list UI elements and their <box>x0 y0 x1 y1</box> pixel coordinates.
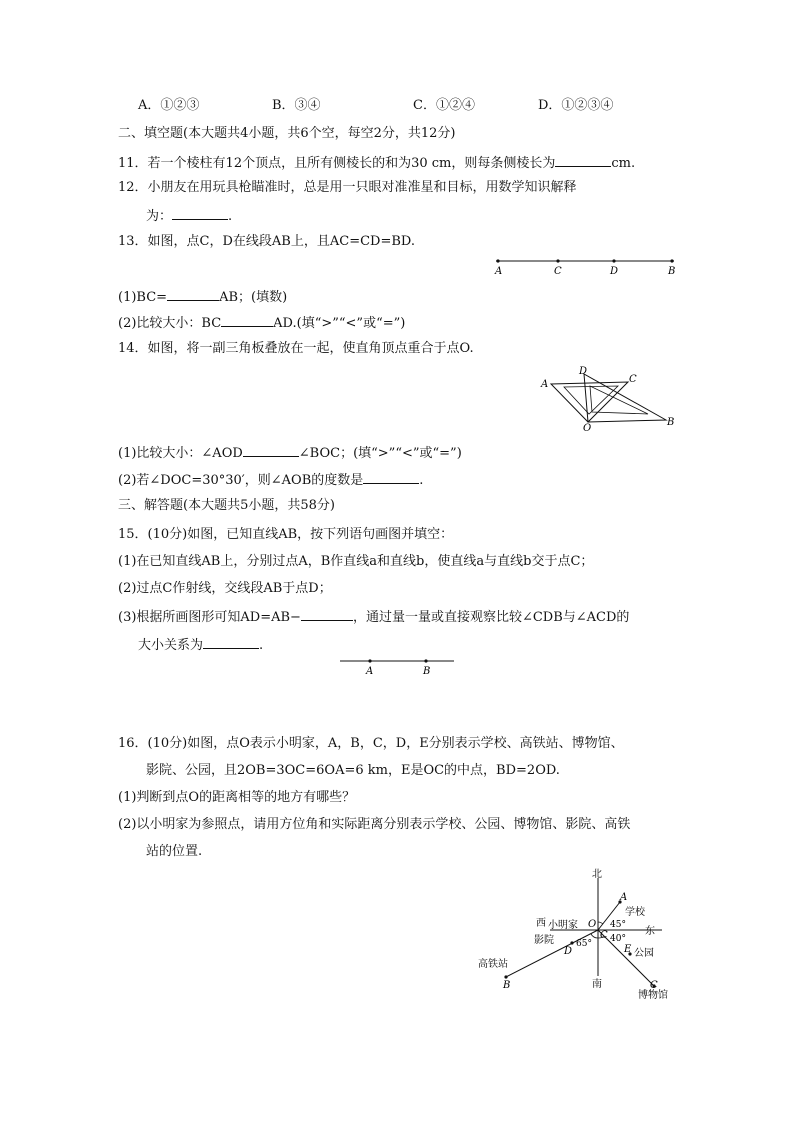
choice-d: D．①②③④ <box>538 98 614 113</box>
q13-point-d <box>612 259 615 262</box>
q15-p3-l2-post: . <box>259 638 264 653</box>
q14-label-o: O <box>583 423 592 434</box>
q14-label-a: A <box>541 379 549 390</box>
q13-p1-pre: (1)BC= <box>118 290 168 305</box>
question-14-part1 <box>118 444 462 462</box>
q14-p1-pre: (1)比较大小：∠AOD <box>118 446 243 461</box>
q12-blank[interactable] <box>172 207 228 220</box>
label-cinema: 影院 <box>534 935 554 946</box>
q13-p1-blank[interactable] <box>167 288 219 301</box>
q13-p2-pre: (2)比较大小：BC <box>118 316 222 331</box>
question-13-part2 <box>118 314 405 332</box>
label-d: D <box>564 946 573 957</box>
question-13-part1 <box>118 288 287 306</box>
choice-a: A．①②③ <box>138 98 200 113</box>
question-15-part2: (2)过点C作射线，交线段AB于点D； <box>118 581 332 596</box>
choice-b: B．③④ <box>272 98 321 113</box>
q11-unit: cm. <box>611 156 636 171</box>
q13-label-b: B <box>668 266 676 276</box>
q14-label-b: B <box>667 417 675 428</box>
label-a: A <box>620 892 628 903</box>
question-14: 14．如图，将一副三角板叠放在一起，使直角顶点重合于点O. <box>118 341 474 356</box>
question-15-part3 <box>118 608 629 626</box>
q15-point-a <box>368 659 371 662</box>
question-12-line1: 12．小朋友在用玩具枪瞄准时，总是用一只眼对准准星和目标，用数学知识解释 <box>118 180 577 195</box>
q16-map-figure <box>470 864 710 1002</box>
q11-text: 11．若一个棱柱有12个顶点，且所有侧棱长的和为30 cm，则每条侧棱长为 <box>118 156 556 171</box>
label-b: B <box>503 980 511 991</box>
question-16-line2: 影院、公园，且2OB=3OC=6OA=6 km，E是OC的中点，BD=2OD. <box>146 763 560 778</box>
q15-p3-pre: (3)根据所画图形可知AD=AB− <box>118 610 301 625</box>
label-o: O <box>588 919 597 930</box>
q13-p2-blank[interactable] <box>221 314 273 327</box>
q13-label-d: D <box>610 266 619 276</box>
q13-point-b <box>670 259 673 262</box>
q14-label-d: D <box>579 366 588 377</box>
question-15-part1: (1)在已知直线AB上，分别过点A，B作直线a和直线b，使直线a与直线b交于点C； <box>118 554 594 569</box>
label-west: 西 <box>536 918 546 929</box>
question-16-line1: 16．(10分)如图，点O表示小明家，A，B，C，D，E分别表示学校、高铁站、博物馆、 <box>118 736 624 751</box>
q14-p2-blank[interactable] <box>363 471 419 484</box>
label-e: E <box>624 944 632 955</box>
label-c: C <box>600 930 608 941</box>
label-museum: 博物馆 <box>638 990 668 1001</box>
choice-c: C．①②④ <box>413 98 475 113</box>
q15-label-a: A <box>366 666 374 677</box>
label-home: 小明家 <box>548 920 578 931</box>
angle-arc-b <box>591 934 598 938</box>
q14-label-c: C <box>629 374 637 385</box>
q15-p3-l2-blank[interactable] <box>203 636 259 649</box>
q14-p2-post: . <box>419 473 424 488</box>
q13-p2-post: AD.(填“>”“<”或“=”) <box>273 316 406 331</box>
map-point-d <box>570 941 573 944</box>
q15-label-b: B <box>423 666 431 677</box>
question-11 <box>118 154 635 172</box>
q13-point-a <box>496 259 499 262</box>
section-3-header: 三、解答题(本大题共5小题，共58分) <box>118 498 335 513</box>
q11-blank[interactable] <box>555 154 611 167</box>
q15-p3-l2-pre: 大小关系为 <box>138 638 204 653</box>
q12-end: . <box>228 209 233 224</box>
question-15: 15．(10分)如图，已知直线AB，按下列语句画图并填空： <box>118 527 454 542</box>
label-south: 南 <box>592 979 602 990</box>
label-station: 高铁站 <box>478 959 508 970</box>
question-16-part2-line1: (2)以小明家为参照点，请用方位角和实际距离分别表示学校、公园、博物馆、影院、高铁 <box>118 817 631 832</box>
section-2-header: 二、填空题(本大题共4小题，共6个空，每空2分，共12分) <box>118 126 456 141</box>
q13-p1-post: AB；(填数) <box>219 290 288 305</box>
question-12-line2 <box>146 207 232 225</box>
q13-point-c <box>556 259 559 262</box>
q14-figure <box>538 364 680 434</box>
q15-point-b <box>424 659 427 662</box>
map-point-b <box>504 975 507 978</box>
label-angle-45: 45° <box>610 920 626 930</box>
q14-triangle-dob-inner <box>590 386 648 414</box>
label-c2: C <box>650 980 658 991</box>
label-north: 北 <box>592 869 602 880</box>
q15-figure <box>338 653 458 677</box>
q13-figure <box>488 254 688 276</box>
label-angle-65: 65° <box>576 939 592 949</box>
label-park: 公园 <box>634 948 654 959</box>
label-east: 东 <box>645 926 655 937</box>
label-school: 学校 <box>625 907 645 918</box>
question-13: 13．如图，点C，D在线段AB上，且AC=CD=BD. <box>118 234 415 249</box>
q15-p3-post: ，通过量一量或直接观察比较∠CDB与∠ACD的 <box>352 610 630 625</box>
question-15-part3-line2 <box>138 636 263 654</box>
q14-p1-blank[interactable] <box>243 444 299 457</box>
q13-label-c: C <box>554 266 562 276</box>
label-angle-40: 40° <box>610 934 626 944</box>
question-16-part1: (1)判断到点O的距离相等的地方有哪些？ <box>118 790 356 805</box>
q13-label-a: A <box>495 266 503 276</box>
question-16-part2-line2: 站的位置. <box>146 844 203 859</box>
angle-arc-a <box>598 922 603 924</box>
q14-triangle-dob <box>584 374 666 422</box>
q14-p2-pre: (2)若∠DOC=30°30′，则∠AOB的度数是 <box>118 473 364 488</box>
q14-p1-post: ∠BOC；(填“>”“<”或“=”) <box>298 446 462 461</box>
q12-label: 为： <box>146 209 173 224</box>
question-14-part2 <box>118 471 423 489</box>
q15-p3-blank[interactable] <box>301 608 353 621</box>
